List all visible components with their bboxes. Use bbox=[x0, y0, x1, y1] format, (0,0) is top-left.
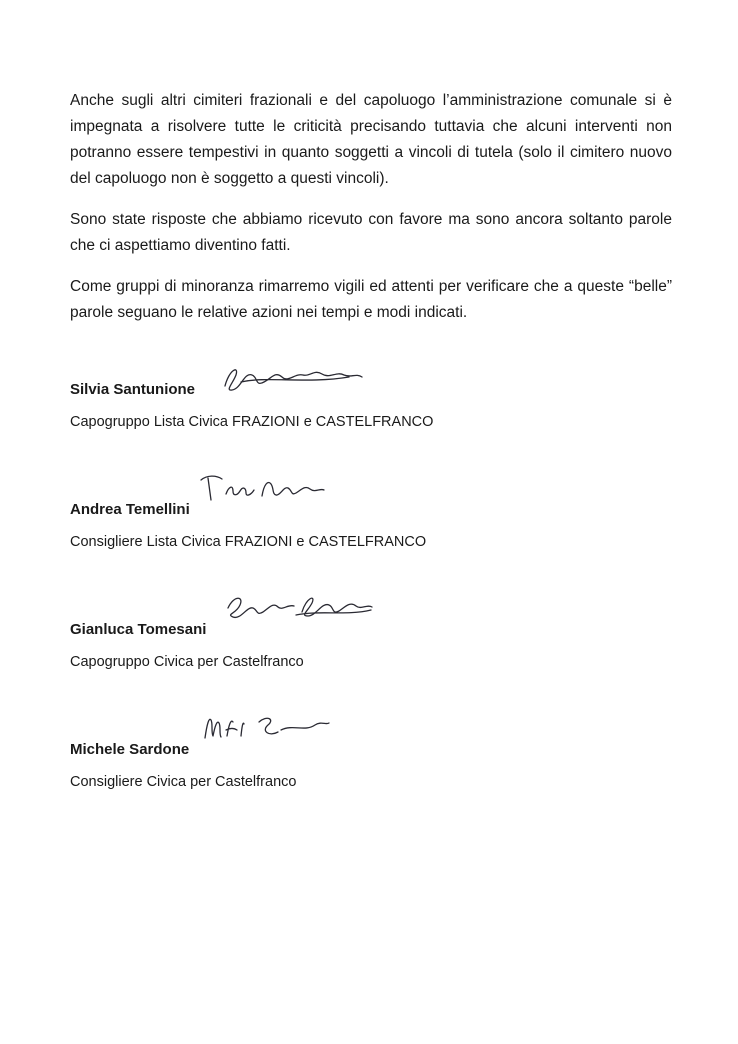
document-body bbox=[70, 88, 672, 326]
signature-block bbox=[70, 596, 672, 672]
signer-role: Consigliere Civica per Castelfranco bbox=[70, 774, 297, 790]
handwritten-signature-tomesani-image bbox=[216, 590, 376, 624]
signer-role: Capogruppo Lista Civica FRAZIONI e CASTELFRANCO bbox=[70, 414, 434, 430]
signature-block bbox=[70, 356, 672, 432]
signer-name: Michele Sardone bbox=[70, 741, 190, 758]
signer-name: Andrea Temellini bbox=[70, 501, 190, 518]
signer-role: Consigliere Lista Civica FRAZIONI e CASTELFRANCO bbox=[70, 534, 427, 550]
signatures-section bbox=[70, 356, 672, 792]
signature-row bbox=[70, 356, 672, 400]
paragraph-cimiteri: Anche sugli altri cimiteri frazionali e del capoluogo l’amministrazione comunale si è impegnata a risolvere tutte le criticità precisando tuttavia che alcuni interventi non potranno essere tempestivi in quanto soggetti a vincoli di tutela (solo il cimitero nuovo del capoluogo non è soggetto a questi vincoli). bbox=[70, 92, 672, 187]
signer-name: Gianluca Tomesani bbox=[70, 621, 207, 638]
handwritten-signature-temellini-image bbox=[198, 472, 328, 506]
signer-name: Silvia Santunione bbox=[70, 381, 196, 398]
signature-row bbox=[70, 596, 672, 640]
handwritten-signature-santunione-image bbox=[217, 362, 367, 398]
signature-block bbox=[70, 716, 672, 792]
signature-block bbox=[70, 476, 672, 552]
paragraph-minoranza: Come gruppi di minoranza rimarremo vigili ed attenti per verificare che a queste “belle” parole seguano le relative azioni nei tempi e modi indicati. bbox=[70, 278, 672, 321]
signer-role: Capogruppo Civica per Castelfranco bbox=[70, 654, 304, 670]
signature-row bbox=[70, 716, 672, 760]
signature-row bbox=[70, 476, 672, 520]
handwritten-signature-sardone-image bbox=[197, 712, 332, 746]
paragraph-risposte: Sono state risposte che abbiamo ricevuto con favore ma sono ancora soltanto parole che ci aspettiamo diventino fatti. bbox=[70, 211, 672, 254]
